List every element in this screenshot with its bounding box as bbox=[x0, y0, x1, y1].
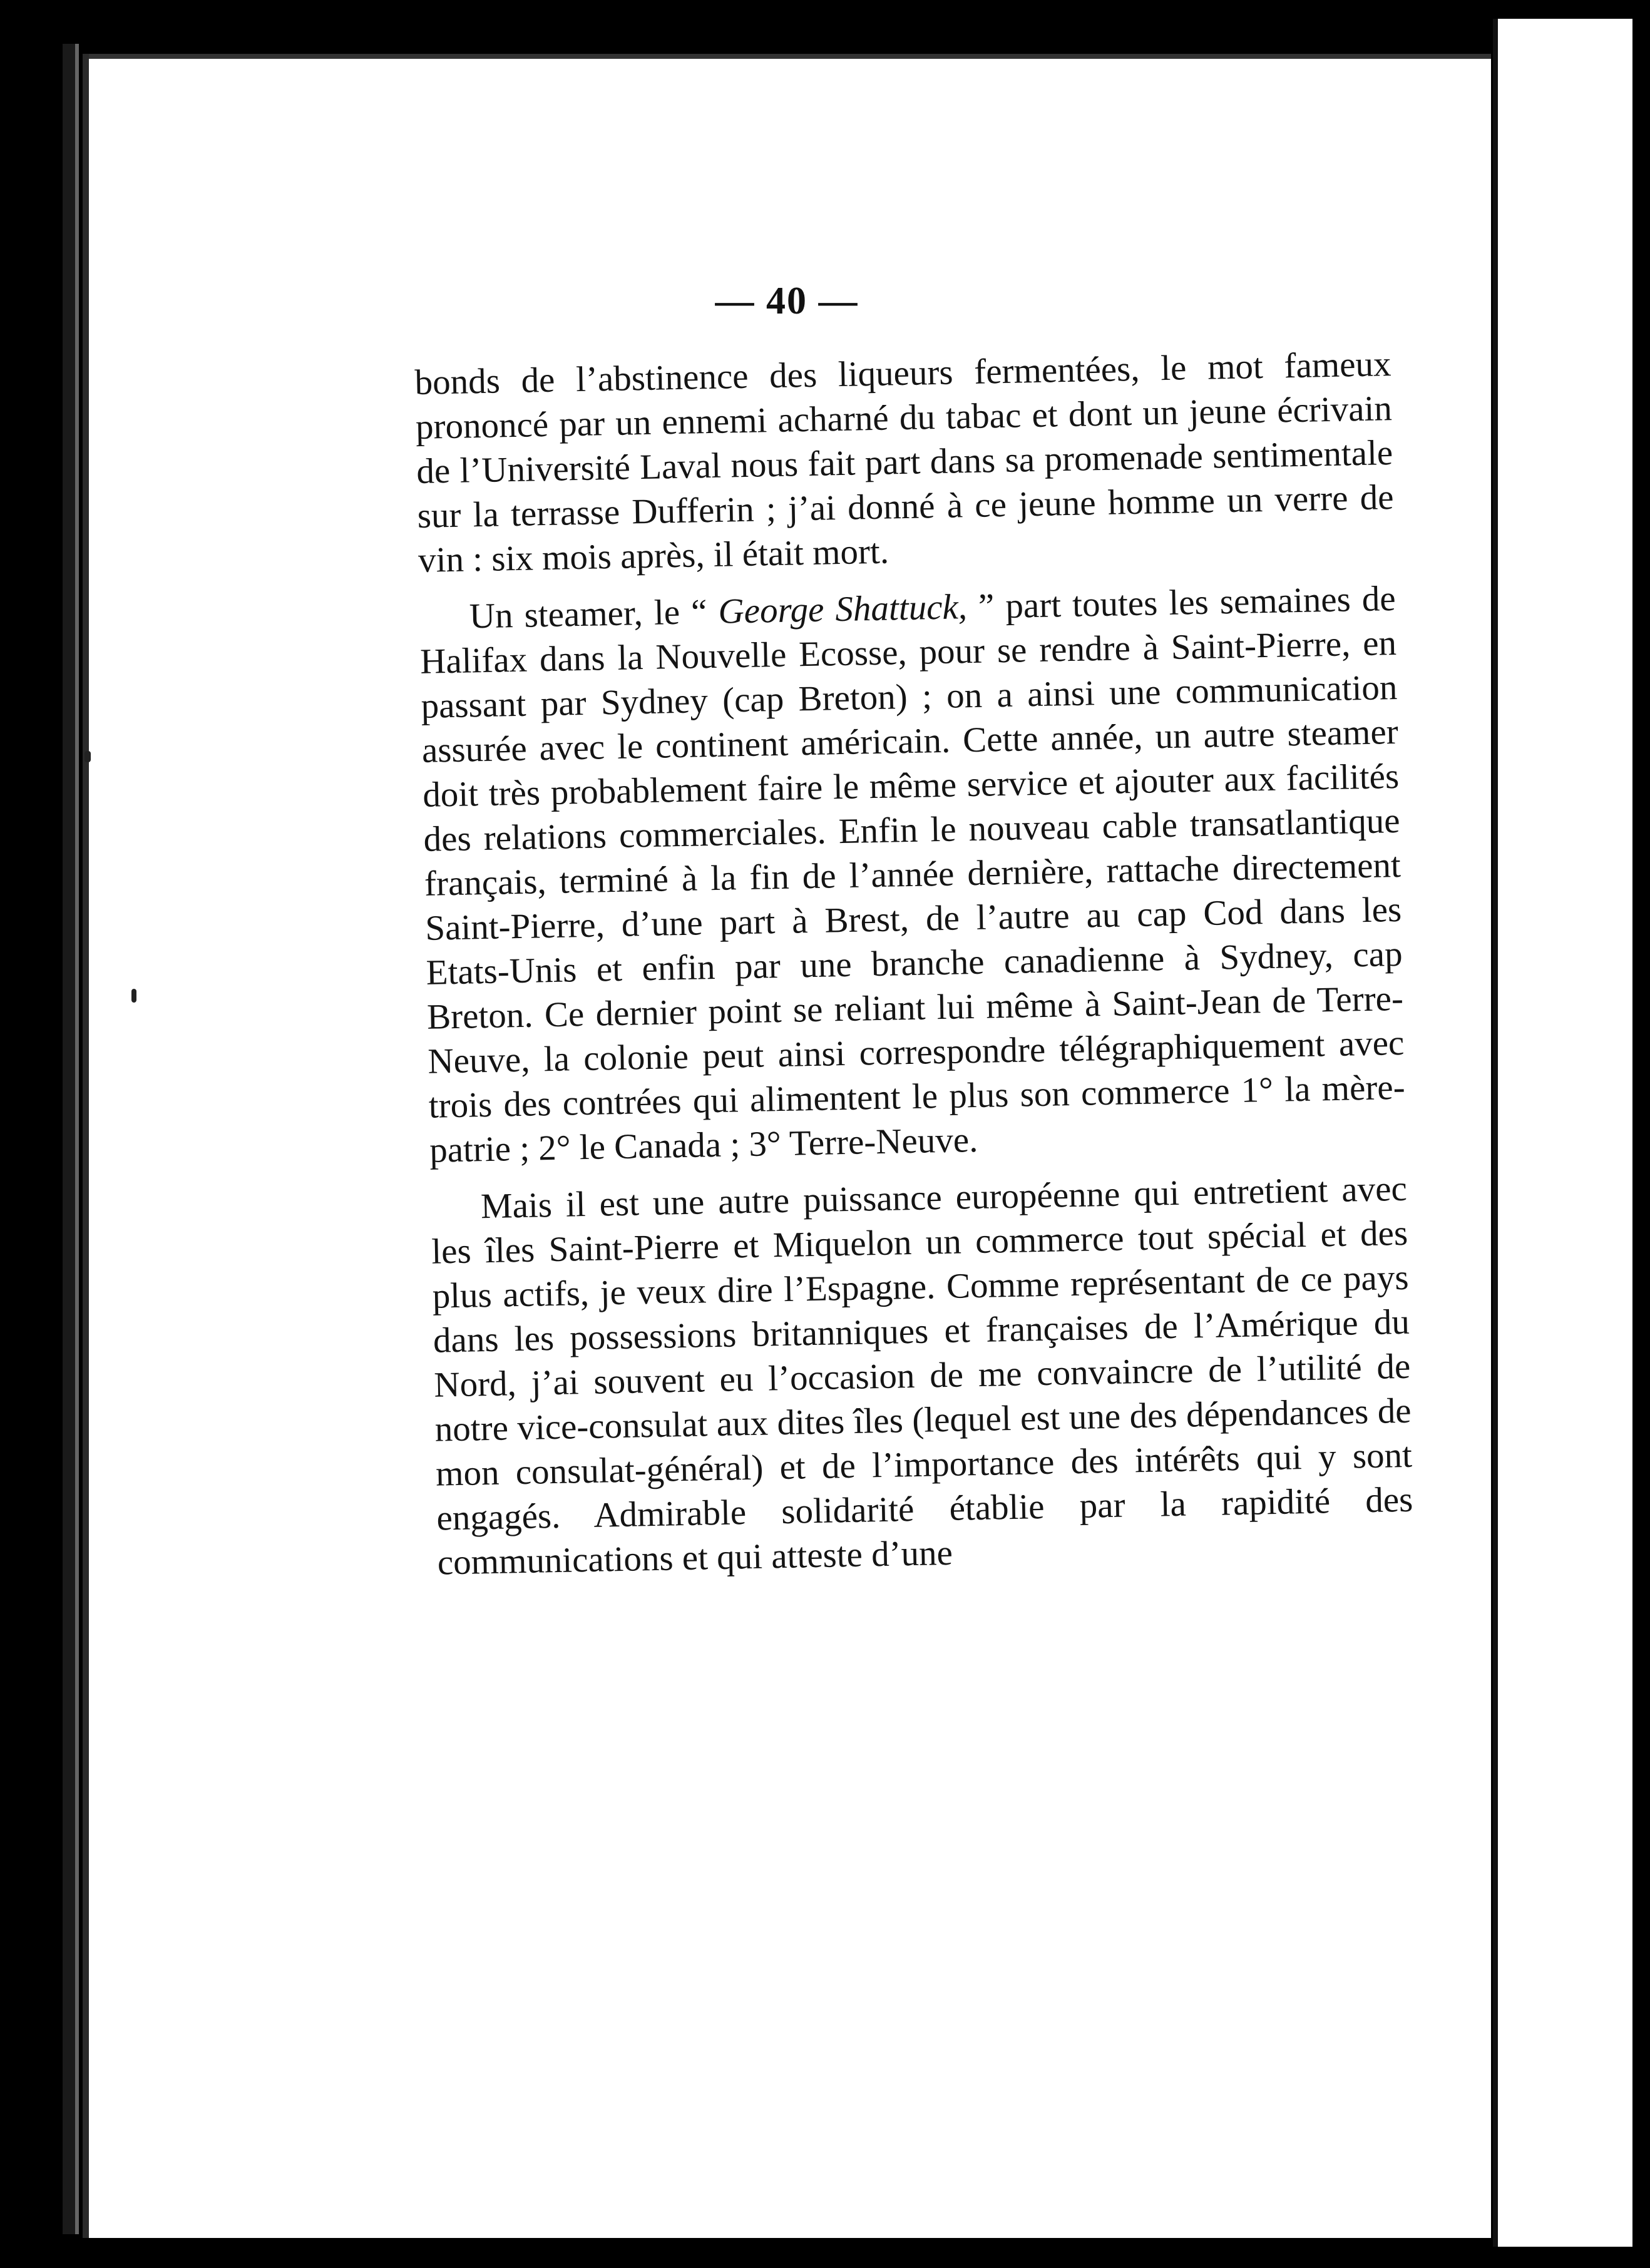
page-number: — 40 — bbox=[715, 280, 859, 322]
paragraph-2-rest: ” part toutes les semaines de Halifax dans la Nouvelle Ecosse, pour se rendre à Saint-Pierre, en passant par Sydney (cap Breton) ; on a ainsi une communication assurée avec le continent américain. Cette année, un autre steamer doit très probablement faire le même service et ajouter aux facilités des relations commerciales. Enfin le nouveau cable transatlantique français, terminé à la fin de l’année dernière, rattache directement Saint-Pierre, d’une part à Brest, de l’autre au cap Cod dans les Etats-Unis et enfin par une branche canadienne à Sydney, cap Breton. Ce dernier point se reliant lui même à Saint-Jean de Terre-Neuve, la colonie peut ainsi correspondre télégraphiquement avec trois des contrées qui alimentent le plus son commerce 1° la mère-patrie ; 2° le Canada ; 3° Terre-Neuve. bbox=[419, 578, 1406, 1170]
paragraph-1: bonds de l’abstinence des liqueurs fermentées, le mot fameux prononcé par un ennemi acharné du tabac et dont un jeune écrivain de l’Université Laval nous fait part dans sa promenade sentimentale sur la terrasse Dufferin ; j’ai donné à ce jeune homme un verre de vin : six mois après, il était mort. bbox=[414, 344, 1395, 580]
paragraph-3: Mais il est une autre puissance européenne qui entretient avec les îles Saint-Pierre et Miquelon un commerce tout spécial et des plus actifs, je veux dire l’Espagne. Comme représentant de ce pays dans les possessions britanniques et françaises de l’Amérique du Nord, j’ai souvent eu l’occasion de me convaincre de l’utilité de notre vice-consulat aux dites îles (lequel est une des dépendances de mon consulat-général) et de l’importance des intérêts qui y sont engagés. Admirable solidarité établie par la rapidité des communications et qui atteste d’une bbox=[431, 1168, 1413, 1583]
binding-edge bbox=[63, 44, 79, 2234]
paragraph-2 bbox=[419, 576, 1406, 1173]
paragraph-2-start: Un steamer, le “ bbox=[469, 591, 719, 636]
scan-speck bbox=[85, 751, 91, 762]
book-page bbox=[83, 54, 1491, 2238]
scan-speck bbox=[131, 989, 136, 1003]
ship-name: George Shattuck, bbox=[717, 587, 968, 631]
adjacent-page-edge bbox=[1493, 19, 1632, 2247]
body-text bbox=[414, 342, 1415, 1598]
